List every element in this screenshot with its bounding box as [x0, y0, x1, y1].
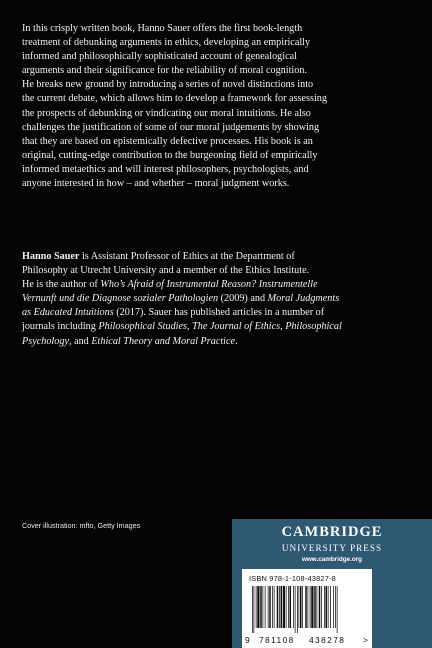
book-title: Who’s Afraid of Instrumental Reason? Instrumentelle [100, 279, 318, 291]
barcode-bar [317, 586, 318, 628]
journal-title: Philosophical Studies [98, 321, 187, 333]
journal-title: Ethical Theory and Moral Practice [91, 335, 236, 347]
barcode-bar [326, 586, 328, 628]
barcode-bar [260, 586, 262, 628]
barcode-bar [308, 586, 309, 628]
bio-text: , [186, 321, 193, 333]
book-title: Moral Judgments [267, 293, 340, 305]
barcode-bar [279, 586, 280, 628]
barcode-bar [295, 586, 296, 633]
bio-text: . [235, 335, 238, 347]
barcode-bar [281, 586, 283, 628]
barcode-bar [328, 586, 329, 628]
publisher-subtitle: UNIVERSITY PRESS [281, 543, 383, 553]
barcode-bar [299, 586, 300, 628]
barcode-bar [337, 586, 338, 633]
barcode-bar [263, 586, 264, 628]
description-line: original, cutting-edge contribution to the burgeoning field of empirically [22, 149, 318, 161]
barcode-bar [283, 586, 285, 628]
journal-title: Philosophical [285, 321, 342, 333]
bio-text: , and [68, 335, 92, 347]
description-line: informed metaethics and will interest philosophers, psychologists, and [22, 163, 309, 175]
barcode-bar [300, 586, 302, 628]
barcode-bar [274, 586, 275, 628]
barcode-bar [311, 586, 313, 628]
barcode-panel [242, 569, 372, 648]
book-description [22, 22, 414, 191]
publisher-url: www.cambridge.org [302, 556, 362, 563]
description-line: arguments and their significance for the reliability of moral cognition. [22, 65, 307, 77]
barcode-bar [293, 586, 294, 628]
barcode-bar [314, 586, 316, 628]
bio-text: Philosophy at Utrecht University and a member of the Ethics Institute. [22, 265, 310, 277]
barcode-bar [335, 586, 336, 628]
bio-text: (2017). Sauer has published articles in a number of [113, 307, 325, 319]
barcode-digits-right: 438278 [309, 635, 346, 645]
barcode-bar [310, 586, 311, 628]
journal-title: The Journal of Ethics [192, 321, 281, 333]
barcode-bar [330, 586, 331, 628]
publisher-block [232, 519, 432, 648]
bio-text: journals including [22, 321, 99, 333]
barcode-bar [305, 586, 307, 628]
barcode-bar [297, 586, 298, 633]
barcode-bar [302, 586, 303, 628]
bio-text: He is the author of [22, 279, 101, 291]
description-line: the prospects of debunking or vindicating our moral intuitions. He also [22, 107, 311, 119]
bio-text: is Assistant Professor of Ethics at the Department of [79, 251, 295, 262]
description-line: anyone interested in how – and whether – moral judgment works. [22, 178, 290, 190]
barcode-bar [290, 586, 292, 628]
barcode-digit-trail: > [363, 635, 370, 645]
book-title: as Educated Intuitions [22, 307, 114, 319]
barcode-bar [272, 586, 273, 628]
description-line: He breaks new ground by introducing a series of novel distinctions into [22, 79, 314, 91]
description-line: treatment of debunking arguments in ethics, developing an empirically [22, 37, 311, 49]
description-line: informed and philosophically sophisticated account of genealogical [22, 51, 297, 63]
author-name: Hanno Sauer [22, 251, 80, 262]
author-bio [22, 250, 414, 349]
description-line: In this crisply written book, Hanno Sauer offers the first book-length [22, 23, 303, 34]
journal-title: Psychology [22, 335, 69, 347]
barcode-bar [333, 586, 334, 628]
barcode-bar [286, 586, 287, 628]
cover-credit: Cover illustration: mfto, Getty Images [22, 521, 141, 530]
description-line: that they are based on epistemically defective processes. His book is an [22, 135, 313, 147]
barcode-bar [254, 586, 255, 633]
publisher-logo: CAMBRIDGE [281, 524, 383, 540]
barcode-bar [265, 586, 266, 628]
barcode-bar [256, 586, 257, 628]
description-line: the current debate, which allows him to develop a framework for assessing [22, 93, 327, 105]
barcode-digits-left: 781108 [259, 635, 295, 645]
book-title: Vernunft und die Diagnose sozialer Pathologien [22, 293, 219, 305]
isbn-label: ISBN 978-1-108-43827-8 [249, 574, 336, 583]
barcode-icon [252, 586, 364, 633]
bio-text: , [280, 321, 286, 333]
barcode-bar [269, 586, 271, 628]
barcode-bar [324, 586, 325, 628]
barcode-bar [321, 586, 322, 628]
description-line: challenges the justification of some of our moral judgements by showing [22, 121, 320, 133]
barcode-bar [277, 586, 279, 628]
barcode-digit-lead: 9 [245, 635, 252, 645]
barcode-bar [319, 586, 321, 628]
bio-text: (2009) and [218, 293, 268, 305]
barcode-bar [268, 586, 269, 628]
barcode-bar [288, 586, 289, 628]
barcode-bar [252, 586, 253, 633]
barcode-bar [257, 586, 259, 628]
